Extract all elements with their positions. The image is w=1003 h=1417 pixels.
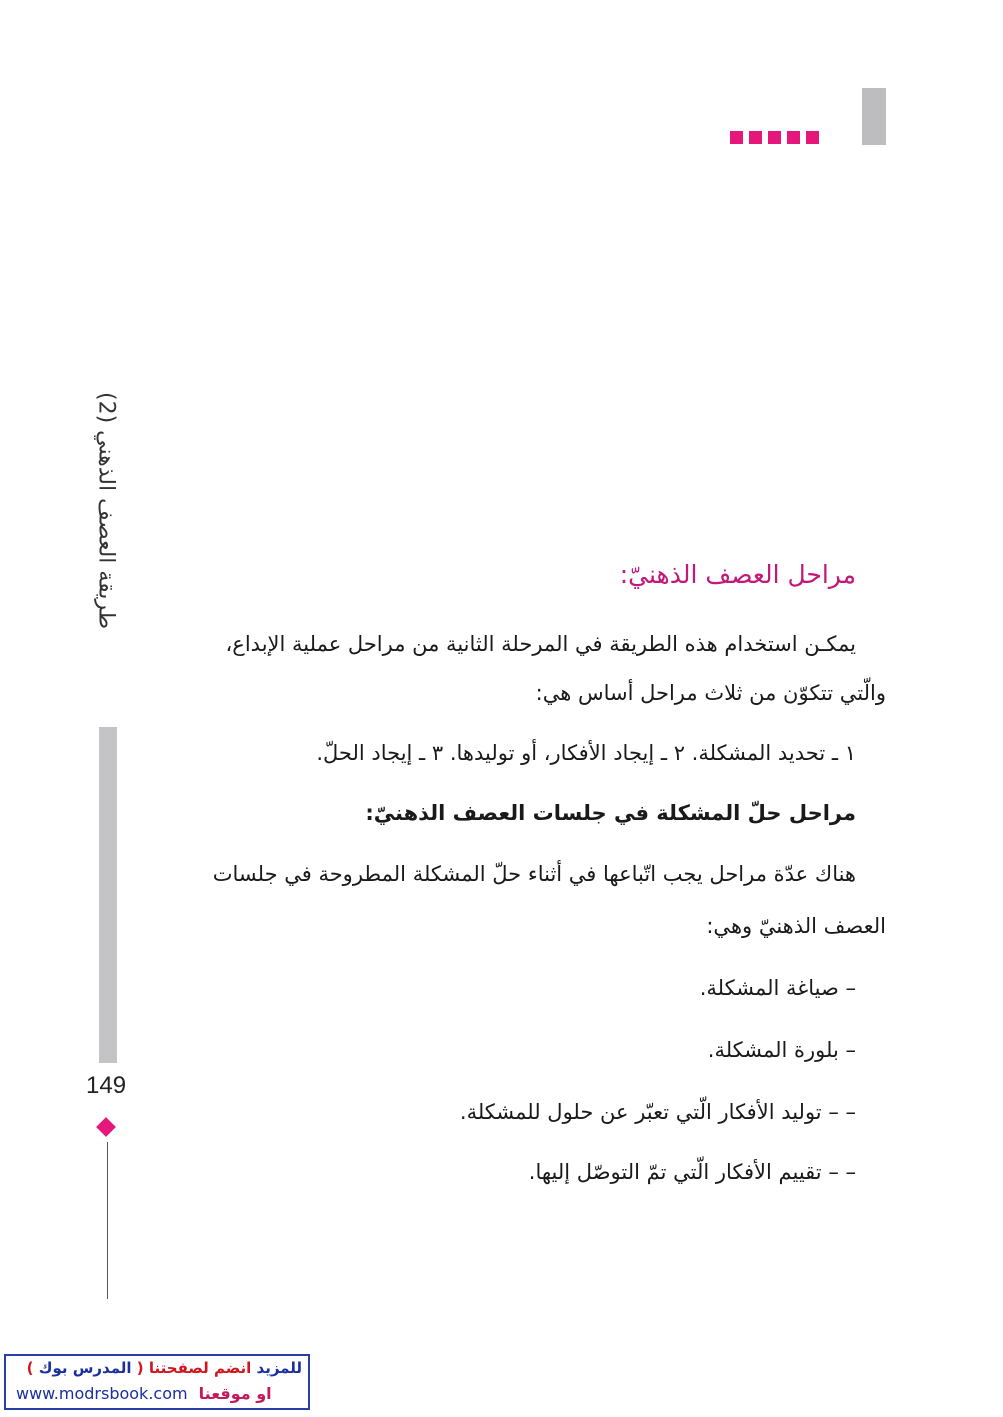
footer-line-1 [27,1359,302,1377]
page-number: 149 [86,1072,127,1099]
footer-paren-close: ) [26,1359,34,1377]
footer-prefix: للمزيد [256,1359,302,1377]
running-head: طريقة العصف الذهني (2) [93,392,119,630]
footer-line-2 [16,1384,272,1403]
footer-url-link[interactable]: www.modrsbook.com [16,1384,188,1403]
paragraph-1-line-1: يمكـن استخدام هذه الطريقة في المرحلة الثانية من مراحل عملية الإبداع، [225,632,856,656]
stages-line: ١ ـ تحديد المشكلة. ٢ ـ إيجاد الأفكار، أو توليدها. ٣ ـ إيجاد الحلّ. [316,741,856,765]
paragraph-2-line-1: هناك عدّة مراحل يجب اتّباعها في أثناء حلّ المشكلة المطروحة في جلسات [212,862,856,886]
diamond-marker [96,1117,116,1137]
subheading: مراحل حلّ المشكلة في جلسات العصف الذهنيّ: [365,801,856,825]
list-item: – صياغة المشكلة. [699,976,856,1000]
list-item: – – تقييم الأفكار الّتي تمّ التوصّل إليها. [528,1160,856,1184]
footer-badge[interactable] [4,1354,310,1410]
footer-site-label: او موقعنا [198,1384,272,1403]
list-item: – – توليد الأفكار الّتي تعبّر عن حلول للمشكلة. [459,1100,856,1124]
header-gray-bar [862,88,886,145]
paragraph-1-line-2: والّتي تتكوّن من ثلاث مراحل أساس هي: [535,681,886,705]
side-rule [107,1142,108,1299]
marker-dot [806,131,819,144]
section-title: مراحل العصف الذهنيّ: [619,560,856,589]
footer-paren-open: ( [136,1359,144,1377]
marker-dot [730,131,743,144]
paragraph-2-line-2: العصف الذهنيّ وهي: [706,914,886,938]
marker-dot [749,131,762,144]
marker-dot [768,131,781,144]
marker-dot [787,131,800,144]
footer-accent: انضم لصفحتنا [148,1359,252,1377]
footer-brand: المدرس بوك [38,1359,132,1377]
side-gray-bar [99,727,117,1063]
list-item: – بلورة المشكلة. [707,1038,856,1062]
header-marker-dots [730,131,819,144]
